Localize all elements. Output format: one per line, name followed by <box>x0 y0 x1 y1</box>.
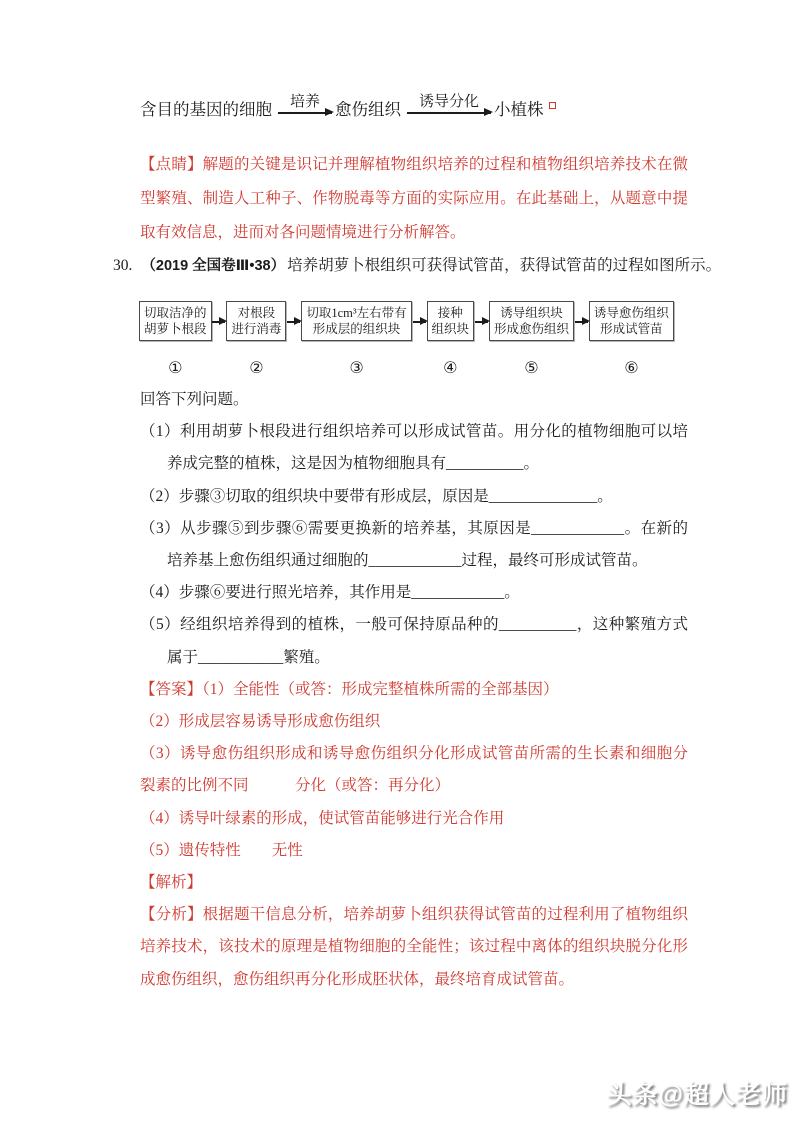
step-circled-number: ⑤ <box>524 358 539 377</box>
step-box-line: 形成愈伤组织 <box>493 322 569 336</box>
question-number: 30. <box>113 257 133 274</box>
sub-question-2: （2）步骤③切取的组织块中要带有形成层，原因是______________。 <box>140 487 613 505</box>
step-box-line: 诱导组织块 <box>500 306 563 320</box>
question-body <box>140 384 688 996</box>
flowchart-step-6 <box>589 301 674 377</box>
step-box <box>489 301 574 341</box>
step-box-line: 形成层的组织块 <box>312 322 401 336</box>
question-30-stem <box>113 255 722 277</box>
step-box-line: 进行消毒 <box>231 322 282 336</box>
flow-end-label: 小植株 <box>494 99 544 119</box>
questions-intro: 回答下列问题。 <box>140 391 249 408</box>
step-circled-number: ④ <box>443 358 458 377</box>
flow-start-label: 含目的基因的细胞 <box>140 99 272 119</box>
step-box <box>139 301 212 341</box>
jiexi-header: 【解析】 <box>140 874 203 892</box>
step-box-line: 诱导愈伤组织 <box>593 306 669 320</box>
step-box <box>301 301 411 341</box>
culture-arrow <box>278 94 332 114</box>
culture-arrow-label: 培养 <box>290 94 321 110</box>
right-arrow-icon <box>287 321 300 323</box>
tissue-culture-flowchart <box>139 301 674 377</box>
right-arrow-icon <box>212 321 225 323</box>
question-source: （2019 全国卷Ⅲ•38） <box>141 258 286 274</box>
flowchart-step-5 <box>489 301 574 377</box>
flowchart-step-2 <box>226 301 286 377</box>
step-circled-number: ② <box>249 358 264 377</box>
step-circled-number: ⑥ <box>624 358 639 377</box>
step-box-line: 胡萝卜根段 <box>144 322 207 336</box>
watermark: 头条@超人老师 <box>606 1081 788 1109</box>
sub-question-3: （3）从步骤⑤到步骤⑥需要更换新的培养基，其原因是____________。在新的培养基上愈伤组织通过细胞的____________过程，最终可形成试管苗。 <box>140 519 688 570</box>
right-arrow-icon <box>413 321 426 323</box>
answer-5: （5）遗传特性 无性 <box>140 841 303 859</box>
step-box <box>226 301 286 341</box>
flow-mid-label: 愈伤组织 <box>335 99 402 119</box>
induce-differentiation-arrow-label: 诱导分化 <box>419 94 480 110</box>
answer-4: （4）诱导叶绿素的形成，使试管苗能够进行光合作用 <box>140 809 505 827</box>
right-arrow-icon <box>475 321 488 323</box>
dianjing-note: 【点睛】解题的关键是识记并理解植物组织培养的过程和植物组织培养技术在微型繁殖、制造人工种子、作物脱毒等方面的实际应用。在此基础上，从题意中提取有效信息，进而对各问题情境进行分析解答。 <box>140 156 688 241</box>
flowchart-step-4 <box>427 301 475 377</box>
step-box-line: 形成试管苗 <box>600 322 663 336</box>
step-box-line: 对根段 <box>237 306 276 320</box>
flowchart-step-3 <box>301 301 411 377</box>
answer-1: 【答案】（1）全能性（或答：形成完整植株所需的全部基因） <box>140 680 559 698</box>
red-square-mark-icon <box>549 102 556 109</box>
question-stem-text: 培养胡萝卜根组织可获得试管苗，获得试管苗的过程如图所示。 <box>287 257 722 274</box>
step-box-line: 切取洁净的 <box>144 306 207 320</box>
fenxi-paragraph: 【分析】根据题干信息分析，培养胡萝卜组织获得试管苗的过程利用了植物组织培养技术，该技术的原理是植物细胞的全能性；该过程中离体的组织块脱分化形成愈伤组织，愈伤组织再分化形成胚状体，最终培育成试管苗。 <box>140 906 688 988</box>
step-box-line: 组织块 <box>431 322 470 336</box>
answer-3: （3）诱导愈伤组织形成和诱导愈伤组织分化形成试管苗所需的生长素和细胞分裂素的比例不同 分化（或答：再分化） <box>140 745 688 795</box>
flowchart-step-1 <box>139 301 212 377</box>
gene-cell-flow-diagram <box>140 94 556 121</box>
sub-question-1: （1）利用胡萝卜根段进行组织培养可以形成试管苗。用分化的植物细胞可以培养成完整的植株，这是因为植物细胞具有__________。 <box>140 423 688 473</box>
step-box <box>427 301 475 341</box>
sub-question-4: （4）步骤⑥要进行照光培养，其作用是____________。 <box>140 584 520 602</box>
answer-2: （2）形成层容易诱导形成愈伤组织 <box>140 713 381 731</box>
right-arrow-icon <box>407 112 491 114</box>
induce-differentiation-arrow <box>407 94 491 114</box>
step-box-line: 切取1cm³左右带有 <box>306 306 407 320</box>
right-arrow-icon <box>575 321 588 323</box>
step-box-line: 接种 <box>437 306 463 320</box>
step-circled-number: ③ <box>349 358 364 377</box>
sub-question-5: （5）经组织培养得到的植株，一般可保持原品种的__________，这种繁殖方式属于___________繁殖。 <box>140 616 688 666</box>
right-arrow-icon <box>278 112 332 114</box>
step-circled-number: ① <box>168 358 183 377</box>
step-box <box>589 301 674 341</box>
